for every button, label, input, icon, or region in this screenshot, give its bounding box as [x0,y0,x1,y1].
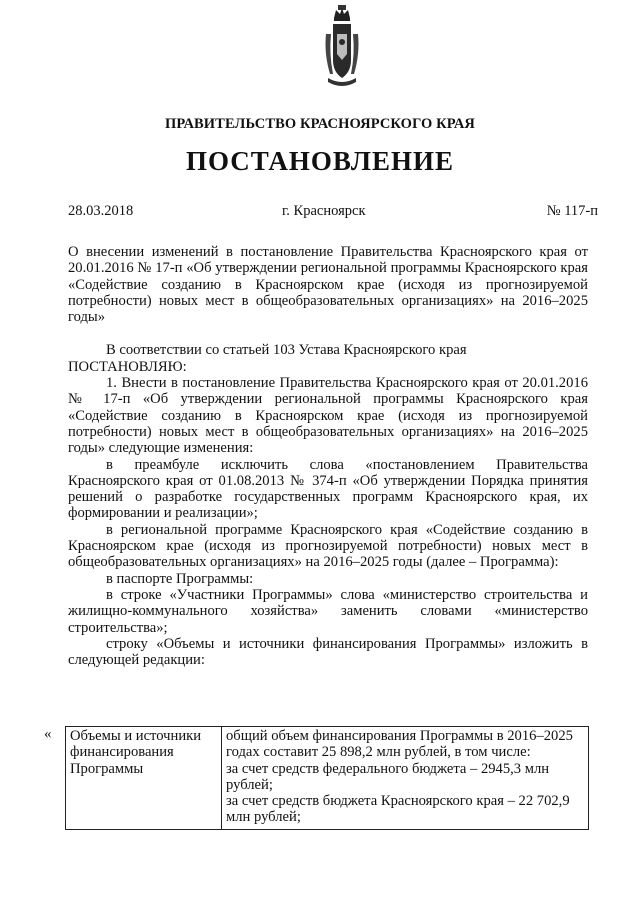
opening-quote: « [44,726,52,742]
participants-change-paragraph: в строке «Участники Программы» слова «министерство строительства и жилищно-коммунального хозяйства» заменить словами «министерство строительства»; [68,586,588,636]
decree-word: ПОСТАНОВЛЯЮ: [68,358,187,375]
preamble-paragraph: В соответствии со статьей 103 Устава Красноярского края [106,342,467,359]
item-1-paragraph: 1. Внести в постановление Правительства Красноярского края от 20.01.2016 № 17-п «Об утверждении региональной программы Красноярского края «Содействие созданию в Красноярском крае (исходя из прогнозируемой потребности) новых мест в общеобразовательных организациях» на 2016–2025 годы» следующие изменения: [68,375,588,457]
subject-paragraph: О внесении изменений в постановление Правительства Красноярского края от 20.01.2016 № 17-п «Об утверждении региональной программы Красноярского края «Содействие созданию в Красноярском крае (исходя из прогнозируемой потребности) новых мест в общеобразовательных организациях» на 2016–2025 годы» [68,244,588,326]
financing-table [65,726,589,830]
table-left-cell: Объемы и источники финансирования Программы [66,727,222,830]
volumes-change-paragraph: строку «Объемы и источники финансирования Программы» изложить в следующей редакции: [68,635,588,669]
table-line: общий объем финансирования Программы в 2016–2025 годах составит 25 898,2 млн рублей, в том числе: [226,728,573,761]
document-body [68,244,588,668]
preamble-change-paragraph: в преамбуле исключить слова «постановлением Правительства Красноярского края от 01.08.2013 № 374-п «Об утверждении Порядка принятия решений о разработке государственных программ Красноярского края, их формировании и реализации»; [68,456,588,522]
organization-name: ПРАВИТЕЛЬСТВО КРАСНОЯРСКОГО КРАЯ [164,116,475,132]
document-date: 28.03.2018 [68,203,134,219]
document-number: № 117-п [546,203,598,219]
coat-of-arms-emblem [324,4,360,88]
table-line: за счет средств федерального бюджета – 2945,3 млн рублей; [226,760,550,793]
program-change-paragraph: в региональной программе Красноярского края «Содействие созданию в Красноярском крае (исходя из прогнозируемой потребности) новых мест в общеобразовательных организациях» на 2016–2025 годы (далее – Программа): [68,521,588,571]
table-row [66,727,589,830]
document-title: ПОСТАНОВЛЕНИЕ [185,146,455,176]
table-line: за счет средств бюджета Красноярского края – 22 702,9 млн рублей; [226,793,570,826]
passport-paragraph: в паспорте Программы: [106,570,254,587]
document-city: г. Красноярск [282,203,366,219]
table-right-cell [222,727,589,830]
